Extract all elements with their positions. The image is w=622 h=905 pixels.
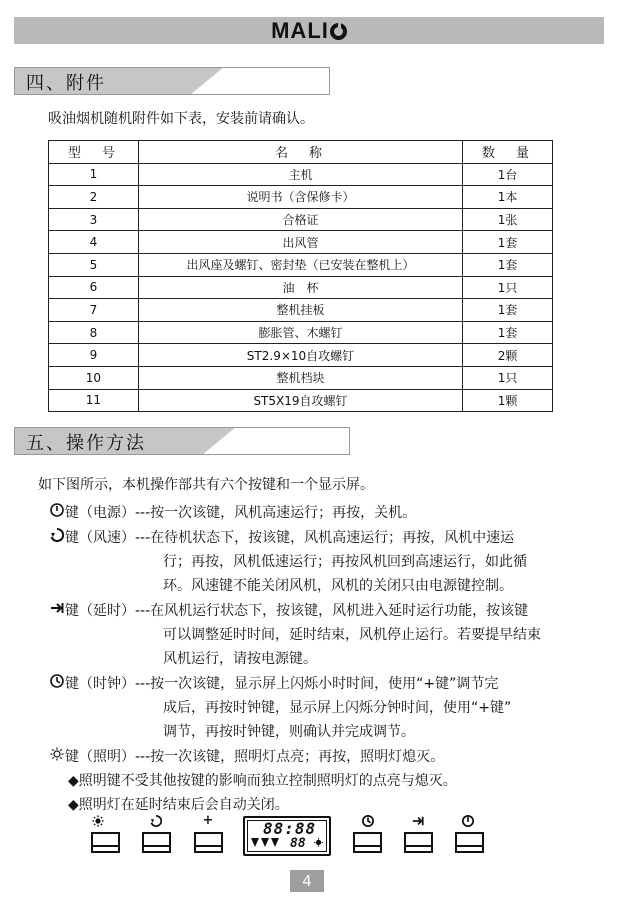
clock-line-2: 成后，再按时钟键，显示屏上闪烁分钟时间，使用“+键” <box>163 700 512 716</box>
panel-delay-button[interactable] <box>404 832 433 853</box>
power-line-1: 键（电源）---按一次该键，风机高速运行；再按，关机。 <box>65 505 417 521</box>
speed-line-1: 键（风速）---在待机状态下，按该键，风机高速运行；再按，风机中速运 <box>65 530 515 546</box>
panel-clock-icon <box>350 815 386 831</box>
cell: 1套 <box>463 231 553 254</box>
display-time: 88:88 <box>263 819 317 838</box>
cell: 2颗 <box>463 344 553 367</box>
delay-key-desc <box>50 600 528 620</box>
table-row <box>49 186 553 209</box>
cell: ST2.9×10自攻螺钉 <box>138 344 462 367</box>
light-key-desc <box>50 746 444 766</box>
table-row <box>49 253 553 276</box>
delay-icon <box>50 601 65 619</box>
table-row <box>49 299 553 322</box>
panel-plus-button[interactable] <box>194 832 223 853</box>
cell: 整机档块 <box>138 366 462 389</box>
light-icon <box>50 747 65 765</box>
cell: 出风座及螺钉、密封垫（已安装在整机上） <box>138 253 462 276</box>
speed-icon <box>50 528 65 546</box>
cell: 1只 <box>463 366 553 389</box>
section-5-intro: 如下图所示，本机操作部共有六个按键和一个显示屏。 <box>38 477 374 493</box>
cell: 10 <box>49 366 139 389</box>
panel-speed-icon <box>138 815 174 831</box>
cell: 1套 <box>463 253 553 276</box>
cell: 合格证 <box>138 208 462 231</box>
header-bar <box>14 17 604 44</box>
clock-line-1: 键（时钟）---按一次该键，显示屏上闪烁小时时间，使用“+键”调节完 <box>65 676 499 692</box>
panel-delay-icon <box>400 815 436 831</box>
panel-light-button[interactable] <box>91 832 120 853</box>
header-quantity: 数 量 <box>463 141 553 164</box>
delay-line-3: 风机运行，请按电源键。 <box>163 651 317 667</box>
section-5-title: 五、操作方法 <box>26 433 146 454</box>
panel-plus-icon: + <box>202 813 214 828</box>
speed-key-desc <box>50 527 514 547</box>
display-light-icon <box>314 838 323 850</box>
clock-line-3: 调节，再按时钟键，则确认并完成调节。 <box>163 724 415 740</box>
power-icon <box>50 503 65 521</box>
cell: 8 <box>49 321 139 344</box>
cell: 6 <box>49 276 139 299</box>
panel-power-icon <box>450 815 486 831</box>
panel-speed-button[interactable] <box>142 832 171 853</box>
cell: 出风管 <box>138 231 462 254</box>
fan-speed-icons <box>251 838 281 851</box>
accessories-table <box>48 140 553 412</box>
cell: 4 <box>49 231 139 254</box>
delay-line-1: 键（延时）---在风机运行状态下，按该键，风机进入延时运行功能，按该键 <box>65 603 529 619</box>
brand-logo: MALI <box>14 17 604 44</box>
table-row <box>49 231 553 254</box>
table-row <box>49 163 553 186</box>
panel-power-button[interactable] <box>455 832 484 853</box>
table-row <box>49 366 553 389</box>
header-model: 型 号 <box>49 141 139 164</box>
cell: 3 <box>49 208 139 231</box>
note-1: ◆照明键不受其他按键的影响而独立控制照明灯的点亮与熄灭。 <box>68 773 457 789</box>
cell: 5 <box>49 253 139 276</box>
cell: 1颗 <box>463 389 553 412</box>
clock-icon <box>50 674 65 692</box>
light-line-1: 键（照明）---按一次该键，照明灯点亮；再按，照明灯熄灭。 <box>65 749 445 765</box>
speed-line-2: 行；再按，风机低速运行；再按风机回到高速运行，如此循 <box>163 554 527 570</box>
cell: 整机挂板 <box>138 299 462 322</box>
cell: 1张 <box>463 208 553 231</box>
cell: ST5X19自攻螺钉 <box>138 389 462 412</box>
cell: 1本 <box>463 186 553 209</box>
speed-line-3: 环。风速键不能关闭风机，风机的关闭只由电源键控制。 <box>163 578 513 594</box>
cell: 油 杯 <box>138 276 462 299</box>
table-row <box>49 321 553 344</box>
panel-light-icon <box>80 815 116 831</box>
table-row <box>49 276 553 299</box>
cell: 11 <box>49 389 139 412</box>
delay-line-2: 可以调整延时时间，延时结束，风机停止运行。若要提早结束 <box>163 627 541 643</box>
logo-o-icon <box>330 23 347 40</box>
note-2: ◆照明灯在延时结束后会自动关闭。 <box>68 797 289 813</box>
cell: 1台 <box>463 163 553 186</box>
cell: 2 <box>49 186 139 209</box>
table-row <box>49 389 553 412</box>
header-name: 名 称 <box>138 141 462 164</box>
cell: 主机 <box>138 163 462 186</box>
section-5-heading <box>14 427 350 455</box>
cell: 说明书（含保修卡） <box>138 186 462 209</box>
table-row <box>49 344 553 367</box>
clock-key-desc <box>50 673 498 693</box>
cell: 1只 <box>463 276 553 299</box>
cell: 9 <box>49 344 139 367</box>
table-row <box>49 208 553 231</box>
cell: 膨胀管、木螺钉 <box>138 321 462 344</box>
page-number: 4 <box>290 870 324 892</box>
cell: 1 <box>49 163 139 186</box>
cell: 7 <box>49 299 139 322</box>
power-key-desc <box>50 502 416 522</box>
cell: 1套 <box>463 321 553 344</box>
panel-clock-button[interactable] <box>353 832 382 853</box>
panel-display <box>243 816 331 856</box>
display-delay: 88 <box>290 836 306 851</box>
section-4-intro: 吸油烟机随机附件如下表，安装前请确认。 <box>48 111 314 127</box>
section-4-heading <box>14 67 330 95</box>
cell: 1套 <box>463 299 553 322</box>
table-header-row <box>49 141 553 164</box>
section-4-title: 四、附件 <box>26 73 106 94</box>
